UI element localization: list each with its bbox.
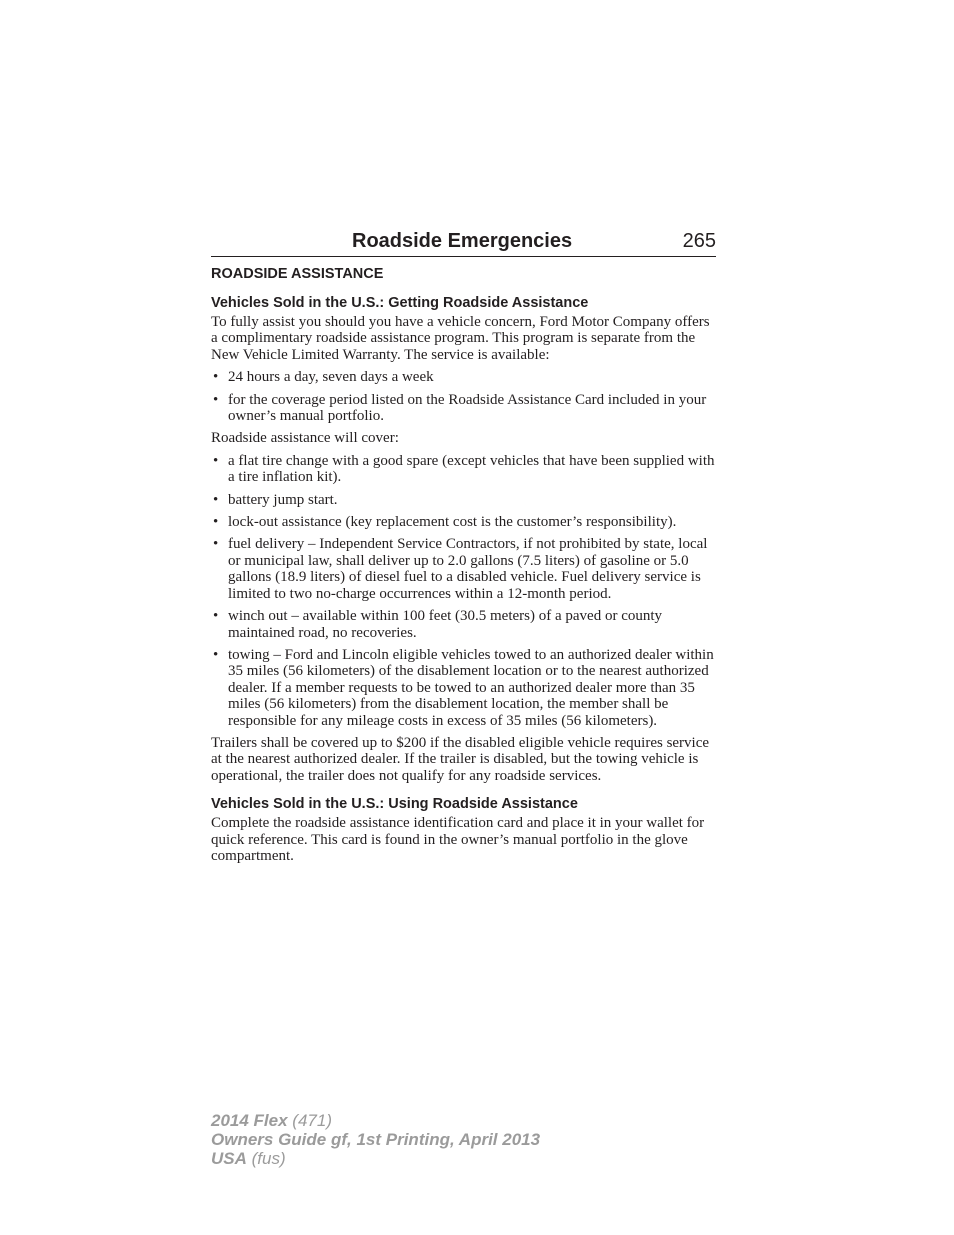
list-item — [211, 647, 716, 729]
list-item-text: for the coverage period listed on the Roadside Assistance Card included in your owner’s manual portfolio. — [228, 391, 707, 425]
bullet-icon: • — [213, 536, 219, 553]
footer-market-code: (fus) — [251, 1149, 286, 1168]
list-item — [211, 369, 716, 385]
footer-model: 2014 Flex — [211, 1111, 288, 1130]
footer-line-market — [211, 1149, 540, 1168]
footer-model-code: (471) — [292, 1111, 332, 1130]
trailers-paragraph: Trailers shall be covered up to $200 if the disabled eligible vehicle requires service at the nearest authorized dealer. If the trailer is disabled, but the towing vehicle is operational, the trailer does not qualify for any roadside services. — [211, 734, 710, 784]
intro-paragraph: To fully assist you should you have a vehicle concern, Ford Motor Company offers a complimentary roadside assistance program. This program is separate from the New Vehicle Limited Warranty. The service is available: — [211, 314, 710, 363]
page-footer — [211, 1111, 540, 1168]
section-heading: ROADSIDE ASSISTANCE — [211, 266, 384, 282]
chapter-title: Roadside Emergencies — [352, 230, 573, 252]
coverage-list — [211, 453, 716, 729]
using-paragraph: Complete the roadside assistance identification card and place it in your wallet for quick reference. This card is found in the owner’s manual portfolio in the glove compartment. — [211, 815, 705, 864]
list-item — [211, 392, 716, 425]
footer-market: USA — [211, 1149, 247, 1168]
bullet-icon: • — [213, 391, 219, 408]
list-item-text: fuel delivery – Independent Service Contractors, if not prohibited by state, local or municipal law, shall deliver up to 2.0 gallons (7.5 liters) of gasoline or 5.0 gallons (18.9 liters) of diesel fuel to a disabled vehicle. Fuel delivery service is limited to two no-charge occurrences within a 12-month period. — [228, 536, 708, 602]
list-item — [211, 536, 716, 602]
list-item-text: 24 hours a day, seven days a week — [228, 369, 434, 386]
list-item-text: a flat tire change with a good spare (except vehicles that have been supplied with a tire inflation kit). — [228, 452, 715, 486]
list-item-text: winch out – available within 100 feet (30.5 meters) of a paved or county maintained road, no recoveries. — [228, 608, 663, 641]
footer-guide: Owners Guide gf, 1st Printing, April 2013 — [211, 1130, 541, 1149]
footer-line-guide — [211, 1130, 540, 1149]
page-header — [211, 228, 716, 257]
page-number: 265 — [682, 230, 716, 252]
list-item — [211, 453, 716, 486]
coverage-intro: Roadside assistance will cover: — [211, 430, 399, 447]
list-item-text: battery jump start. — [228, 491, 338, 508]
bullet-icon: • — [213, 514, 219, 531]
availability-list — [211, 369, 716, 424]
list-item — [211, 492, 716, 508]
bullet-icon: • — [213, 608, 219, 625]
page-content — [211, 228, 716, 870]
bullet-icon: • — [213, 369, 219, 386]
list-item — [211, 514, 716, 530]
list-item — [211, 608, 716, 641]
list-item-text: towing – Ford and Lincoln eligible vehicles towed to an authorized dealer within 35 miles (56 kilometers) of the disablement location or to the nearest authorized dealer. If a member requests to be towed to an authorized dealer more than 35 miles (56 kilometers) from the disablement location, the member shall be responsible for any mileage costs in excess of 35 miles (56 kilometers). — [228, 646, 714, 729]
bullet-icon: • — [213, 646, 219, 663]
bullet-icon: • — [213, 491, 219, 508]
footer-line-model — [211, 1111, 540, 1130]
subsection-heading-getting: Vehicles Sold in the U.S.: Getting Roadside Assistance — [211, 295, 589, 311]
subsection-heading-using: Vehicles Sold in the U.S.: Using Roadside Assistance — [211, 796, 578, 813]
bullet-icon: • — [213, 452, 219, 469]
list-item-text: lock-out assistance (key replacement cost is the customer’s responsibility). — [228, 514, 677, 531]
